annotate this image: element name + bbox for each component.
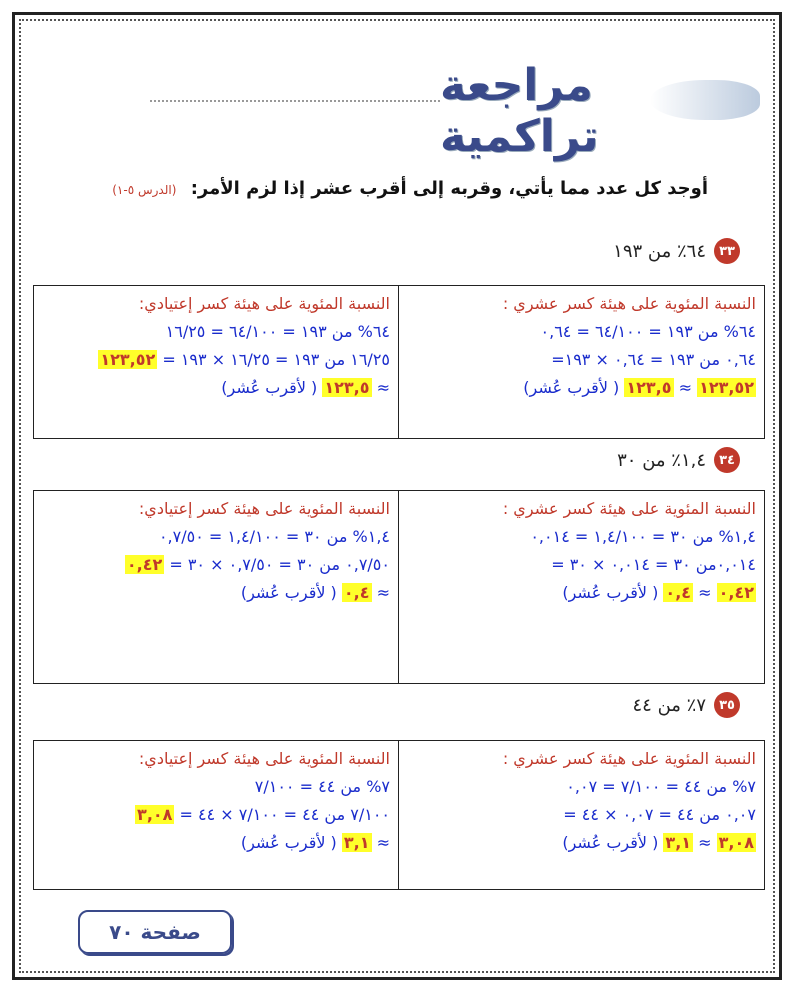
title-dotted-line xyxy=(150,100,440,102)
highlight: ٣,٠٨ xyxy=(137,805,173,824)
instruction-text: أوجد كل عدد مما يأتي، وقربه إلى أقرب عشر إذا لزم الأمر: xyxy=(190,178,708,199)
question-number: ٣٥ xyxy=(714,692,740,718)
column-head: النسبة المئوية على هيئة كسر عشري : xyxy=(502,499,756,518)
step-line: ٠,٠١٤من ٣٠ = ٠,٠١٤ × ٣٠ = xyxy=(551,555,756,574)
step-line: ٣,٠٨ ≈ ٣,١ ( لأقرب عُشر) xyxy=(562,833,754,852)
question-text: ٦٤٪ من ١٩٣ xyxy=(613,240,706,262)
highlight: ١٢٣,٥٢ xyxy=(100,350,156,369)
step-line: ٧% من ٤٤ = ٧/١٠٠ xyxy=(254,777,390,796)
decimal-column xyxy=(399,491,764,683)
title-text: مراجعة تراكمية xyxy=(440,60,599,162)
column-head: النسبة المئوية على هيئة كسر عشري : xyxy=(502,749,756,768)
column-head: النسبة المئوية على هيئة كسر إعتيادي: xyxy=(138,499,390,518)
question-text: ١,٤٪ من ٣٠ xyxy=(617,449,706,471)
section-title xyxy=(440,60,760,162)
step-line: ٧/١٠٠ من ٤٤ = ٧/١٠٠ × ٤٤ = ٣,٠٨ xyxy=(137,805,390,824)
question-number: ٣٤ xyxy=(714,447,740,473)
highlight: ١٢٣,٥٢ xyxy=(699,378,754,397)
step-line: ≈ ٠,٤ ( لأقرب عُشر) xyxy=(240,583,390,602)
highlight: ١٢٣,٥ xyxy=(626,378,672,397)
instruction xyxy=(112,178,708,199)
step-line: ٦٤% من ١٩٣ = ٦٤/١٠٠ = ٠,٦٤ xyxy=(540,322,756,341)
highlight: ٠,٤٢ xyxy=(718,583,754,602)
step-line: ٦٤% من ١٩٣ = ٦٤/١٠٠ = ١٦/٢٥ xyxy=(165,322,390,341)
highlight: ٠,٤٢ xyxy=(126,555,163,574)
question-35 xyxy=(633,692,740,718)
step-line: ١,٤% من ٣٠ = ١,٤/١٠٠ = ٠,٧/٥٠ xyxy=(158,527,390,546)
question-text: ٧٪ من ٤٤ xyxy=(632,694,706,716)
highlight: ٠,٤ xyxy=(665,583,692,602)
step-line: ١٢٣,٥٢ ≈ ١٢٣,٥ ( لأقرب عُشر) xyxy=(523,378,754,397)
step-line: ≈ ١٢٣,٥ ( لأقرب عُشر) xyxy=(221,378,390,397)
answer-box-34 xyxy=(33,490,765,684)
step-line: ٠,٤٢ ≈ ٠,٤ ( لأقرب عُشر) xyxy=(562,583,754,602)
step-line: ١٦/٢٥ من ١٩٣ = ١٦/٢٥ × ١٩٣ = ١٢٣,٥٢ xyxy=(100,350,390,369)
fraction-column xyxy=(34,286,399,438)
step-line: ٠,٦٤ من ١٩٣ = ٠,٦٤ × ١٩٣= xyxy=(551,350,756,369)
highlight: ١٢٣,٥ xyxy=(324,378,370,397)
highlight: ٣,١ xyxy=(343,833,370,852)
answer-box-33 xyxy=(33,285,765,439)
fraction-column xyxy=(34,741,399,889)
column-head: النسبة المئوية على هيئة كسر إعتيادي: xyxy=(138,294,390,313)
question-number: ٣٣ xyxy=(714,238,740,264)
step-line: ٠,٠٧ من ٤٤ = ٠,٠٧ × ٤٤ = xyxy=(563,805,756,824)
fraction-column xyxy=(34,491,399,683)
step-line: ≈ ٣,١ ( لأقرب عُشر) xyxy=(240,833,390,852)
highlight: ٣,٠٨ xyxy=(718,833,754,852)
step-line: ١,٤% من ٣٠ = ١,٤/١٠٠ = ٠,٠١٤ xyxy=(530,527,756,546)
lesson-ref: (الدرس ٥-١) xyxy=(112,183,177,197)
page-number: صفحة ٧٠ xyxy=(78,910,232,954)
question-33 xyxy=(613,238,740,264)
answer-box-35 xyxy=(33,740,765,890)
highlight: ٠,٤ xyxy=(343,583,370,602)
highlight: ٣,١ xyxy=(665,833,692,852)
question-34 xyxy=(617,447,740,473)
decimal-column xyxy=(399,286,764,438)
column-head: النسبة المئوية على هيئة كسر إعتيادي: xyxy=(138,749,390,768)
step-line: ٠,٧/٥٠ من ٣٠ = ٠,٧/٥٠ × ٣٠ = ٠,٤٢ xyxy=(126,555,390,574)
column-head: النسبة المئوية على هيئة كسر عشري : xyxy=(502,294,756,313)
step-line: ٧% من ٤٤ = ٧/١٠٠ = ٠,٠٧ xyxy=(566,777,756,796)
decimal-column xyxy=(399,741,764,889)
